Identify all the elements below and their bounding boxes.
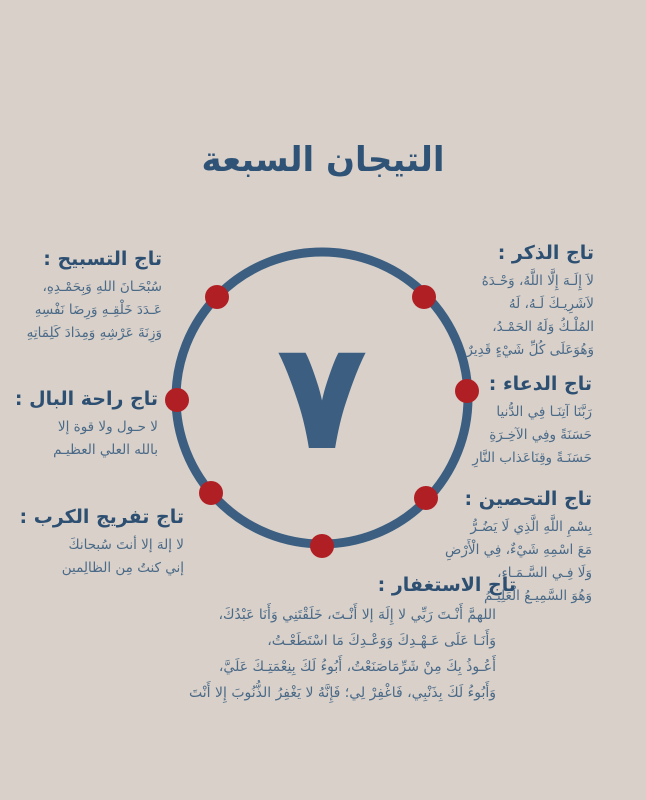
crown-karb-line: لا إلهَ إلا أنتَ سُبحانكَ (68, 537, 184, 553)
crown-dua-line: رَبَّنَا آتِنَـا فِي الدُّنيا (496, 404, 592, 420)
crown-istighfar-line: أَعُـوذُ بِكَ مِنْ شَرِّمَاصَنَعْتُ، أَبُوءُ لَكَ بِنِعْمَتِـكَ عَلَيَّ، (218, 659, 496, 675)
crown-tasbeeh-line: وَزِنَةَ عَرْشِهِ وَمِدَادَ كَلِمَاتِهِ (26, 325, 162, 341)
crown-karb (20, 506, 184, 580)
crown-istighfar (189, 574, 516, 706)
crown-dua-line: حَسَنَةً وفِي الآخِـرَةِ (489, 427, 592, 443)
page-title: التيجان السبعة (201, 140, 445, 180)
crown-tahseen-heading: تاج التحصين : (464, 488, 592, 510)
crown-dua-line: حَسَنَـةً وقِنَاعَذاب النَّارِ (472, 450, 592, 466)
crown-karb-line: إني كنتُ مِن الظالِمين (61, 560, 184, 576)
crown-dhikr-heading: تاج الذكر : (497, 242, 594, 264)
ring-dot-dhikr (412, 285, 436, 309)
crown-istighfar-heading: تاج الاستغفار : (377, 574, 516, 596)
crown-istighfar-line: وَأَنَـا عَلَى عَـهْـدِكَ وَوَعْـدِكَ مَا اسْتَطَعْـتُ، (267, 633, 496, 649)
crown-tahseen-line: وَهُوَ السَّمِيـعُ الْعَلِيـمُ (484, 588, 592, 604)
crown-dua (472, 373, 592, 470)
crown-tasbeeh-heading: تاج التسبيح : (43, 248, 162, 270)
crown-tasbeeh-line: سُبْحَـانَ اللهِ وَبِحَمْـدِهِ، (42, 279, 162, 295)
ring-dot-karb (199, 481, 223, 505)
crown-raha-line: لا حـول ولا قوة إلا (57, 419, 158, 435)
crown-tasbeeh-line: عَـدَدَ خَلْقِـهِ وَرِضَا نَفْسِهِ (34, 302, 162, 318)
crown-raha (15, 388, 158, 462)
crown-dhikr-line: وَهُوَعَلَى كُلِّ شَيْءٍ قَدِيرٌ (466, 342, 594, 358)
ring-dot-tasbeeh (205, 285, 229, 309)
crown-tahseen-line: بِسْمِ اللَّهِ الَّذِي لَا يَضُـرُّ (470, 519, 592, 535)
crown-istighfar-line: وَأَبُوءُ لَكَ بِذَنْبِي، فَاغْفِرْ لِي؛ فَإِنَّهُ لا يَغْفِرُ الذُّنُوبَ إِلا أَنْتَ (189, 685, 496, 701)
crown-raha-heading: تاج راحة البال : (14, 388, 158, 410)
crown-tahseen-line: وَلَا فِـي السَّـمَـاءِ، (497, 565, 592, 581)
crown-dhikr-line: لاَشَرِيـكَ لَـهُ، لَهُ (508, 296, 594, 312)
ring-dot-istighfar (310, 534, 334, 558)
crown-dhikr-line: لاَ إِلَـهَ إِلَّا اللَّهُ، وَحْـدَهُ (481, 273, 594, 289)
crown-raha-line: بالله العلي العظيـم (53, 442, 158, 458)
crown-dhikr (466, 242, 594, 362)
crown-karb-heading: تاج تفريج الكرب : (19, 506, 184, 528)
center-numeral: ٧ (276, 310, 368, 484)
ring-dot-raha (165, 388, 189, 412)
crown-tasbeeh (27, 248, 162, 345)
crown-tahseen-line: مَعَ اسْمِهِ شَيْءٌ، فِي الْأَرْضِ (445, 542, 592, 558)
ring-dot-tahseen (414, 486, 438, 510)
crown-dua-heading: تاج الدعاء : (488, 373, 592, 395)
crown-istighfar-line: اللهمَّ أَنْـتَ رَبِّي لا إِلَهَ إلا أَنْـتَ، خَلَقْتَنِي وَأَنَا عَبْدُكَ، (218, 607, 496, 623)
crown-dhikr-line: المُلْـكُ وَلَهُ الحَمْـدُ، (492, 319, 594, 335)
